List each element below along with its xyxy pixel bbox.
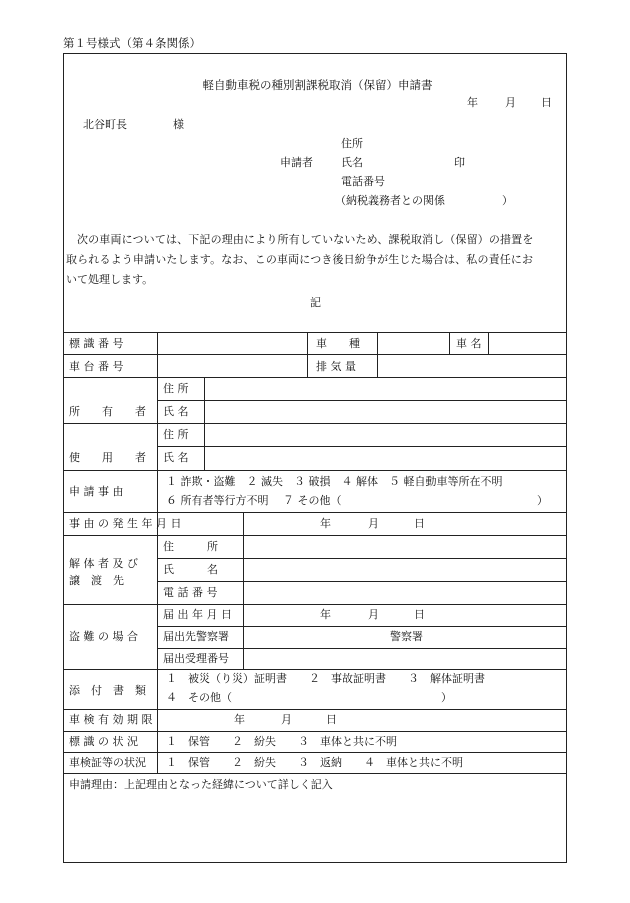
label-vehicle-name: 車 名 xyxy=(456,337,482,350)
date-month: 月 xyxy=(505,96,516,109)
report-date-label: 届 出 年 月 日 xyxy=(163,608,232,621)
label-user: 使 用 者 xyxy=(69,451,146,464)
attachment-options-line-1: １ 被災（り災）証明書 ２ 事故証明書 ３ 解体証明書 xyxy=(166,672,485,685)
applicant-relation-open: （納税義務者との関係 xyxy=(335,194,445,207)
label-chassis-number: 車 台 番 号 xyxy=(69,360,124,373)
report-station-label: 届出先警察署 xyxy=(163,630,229,643)
user-address-label: 住 所 xyxy=(163,428,189,441)
plate-status-options: １ 保管 ２ 紛失 ３ 車体と共に不明 xyxy=(166,735,397,748)
intro-line-2: 取られるよう申請いたします。なお、この車両につき後日紛争が生じた場合は、私の責任にお xyxy=(66,253,534,266)
label-inspection-expiry: 車 検 有 効 期 限 xyxy=(69,713,153,726)
form-number: 第１号様式（第４条関係） xyxy=(63,36,201,50)
label-occurrence-date: 事 由 の 発 生 年 月 日 xyxy=(69,517,182,530)
label-attachments: 添 付 書 類 xyxy=(69,684,146,697)
report-day: 日 xyxy=(414,608,425,621)
seal-mark: 印 xyxy=(454,156,465,169)
occurrence-month: 月 xyxy=(368,517,379,530)
label-owner: 所 有 者 xyxy=(69,405,146,418)
dismantler-name-label: 氏 名 xyxy=(163,563,218,576)
cert-status-options: １ 保管 ２ 紛失 ３ 返納 ４ 車体と共に不明 xyxy=(166,756,463,769)
owner-name-label: 氏 名 xyxy=(163,405,189,418)
report-month: 月 xyxy=(368,608,379,621)
label-dismantler-2: 譲 渡 先 xyxy=(69,574,124,587)
report-number-label: 届出受理番号 xyxy=(163,652,229,665)
occurrence-day: 日 xyxy=(414,517,425,530)
label-plate-number: 標 識 番 号 xyxy=(69,337,124,350)
report-year: 年 xyxy=(320,608,331,621)
user-name-label: 氏 名 xyxy=(163,451,189,464)
form-title: 軽自動車税の種別割課税取消（保留）申請書 xyxy=(202,78,433,92)
addressee-name: 北谷町長 xyxy=(83,118,127,131)
occurrence-year: 年 xyxy=(320,517,331,530)
dismantler-phone-label: 電 話 番 号 xyxy=(163,586,218,599)
label-displacement: 排 気 量 xyxy=(316,360,356,373)
applicant-name-label: 氏名 xyxy=(341,156,363,169)
intro-line-3: いて処理します。 xyxy=(66,273,154,286)
label-reason: 申 請 事 由 xyxy=(69,485,124,498)
label-theft: 盗 難 の 場 合 xyxy=(69,630,138,643)
addressee-honorific: 様 xyxy=(173,118,184,131)
date-day: 日 xyxy=(541,96,552,109)
applicant-phone-label: 電話番号 xyxy=(341,175,385,188)
remarks-label: 申請理由：上記理由となった経緯について詳しく記入 xyxy=(69,778,333,791)
ki-mark: 記 xyxy=(310,296,321,309)
expiry-day: 日 xyxy=(326,713,337,726)
applicant-relation-close: ） xyxy=(502,194,513,207)
label-dismantler-1: 解 体 者 及 び xyxy=(69,557,138,570)
reason-options-line-2: ６ 所有者等行方不明 ７ その他（ xyxy=(166,494,342,507)
attachment-options-close: ） xyxy=(441,691,452,704)
label-vehicle-type: 車 種 xyxy=(316,337,360,350)
attachment-options-line-2: ４ その他（ xyxy=(166,691,232,704)
label-plate-status: 標 識 の 状 況 xyxy=(69,735,138,748)
reason-options-line-1: １ 詐欺・盗難 ２ 滅失 ３ 破損 ４ 解体 ５ 軽自動車等所在不明 xyxy=(166,475,503,488)
police-station-suffix: 警察署 xyxy=(390,630,423,643)
owner-address-label: 住 所 xyxy=(163,382,189,395)
dismantler-address-label: 住 所 xyxy=(163,540,218,553)
label-cert-status: 車検証等の状況 xyxy=(69,756,146,769)
expiry-month: 月 xyxy=(281,713,292,726)
expiry-year: 年 xyxy=(234,713,245,726)
intro-line-1: 次の車両については、下記の理由により所有していないため、課税取消し（保留）の措置を xyxy=(77,233,534,246)
date-year: 年 xyxy=(467,96,478,109)
applicant-role: 申請者 xyxy=(280,156,313,169)
reason-options-close: ） xyxy=(537,494,548,507)
applicant-address-label: 住所 xyxy=(341,137,363,150)
